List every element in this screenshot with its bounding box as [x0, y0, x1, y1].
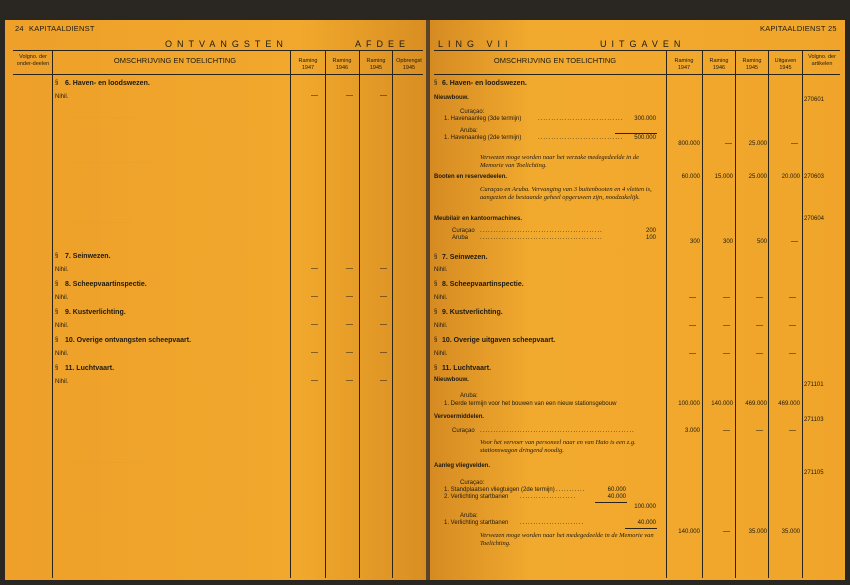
left-section-10: 10. Overige ontvangsten scheepvaart.	[65, 337, 192, 344]
section-sign: §	[55, 281, 59, 287]
dash: —	[756, 322, 763, 329]
left-page	[5, 20, 427, 580]
col-divider	[768, 50, 769, 578]
dash: —	[311, 293, 318, 300]
col-divider	[735, 50, 736, 578]
dash: —	[311, 349, 318, 356]
dash: —	[723, 350, 730, 357]
memorie-note: Verwezen moge worden naar het medegedeelde in de Memorie van Toelichting.	[480, 532, 654, 547]
item-label: Aruba	[452, 235, 469, 241]
article-number: 270604	[804, 216, 825, 222]
dash: —	[689, 322, 696, 329]
uitgaven-value: 35.000	[781, 529, 800, 535]
right-section-title: UITGAVEN	[600, 39, 686, 49]
dash: —	[789, 427, 796, 434]
dot-leader: ..............................................	[480, 235, 603, 241]
dash: —	[756, 427, 763, 434]
dash: —	[791, 140, 798, 147]
show-through-text: · · · · · · · · · · · · · · · · ·	[75, 115, 136, 121]
left-section-title-partial: AFDEE	[355, 39, 411, 49]
item-value: 60.000	[607, 487, 626, 493]
left-section-8: 8. Scheepvaartinspectie.	[65, 281, 147, 288]
section-sign: §	[55, 80, 59, 86]
item-label: Curaçao	[452, 228, 475, 234]
dash: —	[380, 293, 387, 300]
col-header-raming-1946: Raming 1946	[709, 58, 729, 71]
raming-1945-value: 35.000	[748, 529, 767, 535]
ledger-book	[5, 20, 845, 580]
raming-1945-value: 25.000	[748, 141, 767, 147]
header-top-rule	[13, 50, 423, 51]
dash: —	[380, 265, 387, 272]
left-section-title: ONTVANGSTEN	[165, 39, 288, 49]
section-sign: §	[55, 365, 59, 371]
header-bottom-rule	[434, 74, 840, 75]
uitgaven-value: 20.000	[781, 174, 800, 180]
section-sign: §	[434, 80, 438, 86]
section-sign: §	[434, 337, 438, 343]
sum-rule	[595, 502, 627, 503]
col-header-opbrengst-1945: Opbrengst 1945	[396, 58, 422, 71]
nihil-label: Nihil.	[434, 351, 448, 357]
col-divider	[802, 50, 803, 578]
col-header-raming-1947: Raming 1947	[298, 58, 318, 71]
left-section-6: 6. Haven- en loodswezen.	[65, 80, 150, 87]
dash: —	[346, 349, 353, 356]
dash: —	[346, 265, 353, 272]
col-header-raming-1946: Raming 1946	[332, 58, 352, 71]
section-sign: §	[55, 337, 59, 343]
item-label: Curaçao	[452, 428, 475, 434]
col-header-raming-1945: Raming 1945	[742, 58, 762, 71]
dash: —	[380, 377, 387, 384]
dash: —	[756, 350, 763, 357]
dash: —	[689, 294, 696, 301]
dash: —	[789, 294, 796, 301]
show-through-text: · · · · · · · · · · · · · · · · · · · · ·	[75, 160, 151, 166]
raming-1946-value: 15.000	[714, 174, 733, 180]
section-sign: §	[434, 365, 438, 371]
subtotal-value: 100.000	[634, 504, 656, 510]
right-section-6: 6. Haven- en loodswezen.	[442, 80, 527, 87]
item-value: 300.000	[634, 116, 656, 122]
raming-1946-value: 140.000	[711, 401, 733, 407]
item-value: 100	[645, 235, 656, 241]
nihil-label: Nihil.	[434, 267, 448, 273]
aanleg-heading: Aanleg vliegvelden.	[434, 463, 491, 469]
raming-1947-value: 3.000	[684, 428, 700, 434]
raming-1946-value: 300	[722, 239, 733, 245]
article-number: 270601	[804, 97, 825, 103]
sum-rule	[625, 528, 657, 529]
col-divider	[666, 50, 667, 578]
dash: —	[311, 321, 318, 328]
raming-1945-value: 25.000	[748, 174, 767, 180]
nieuwbouw-heading: Nieuwbouw.	[434, 95, 469, 101]
dot-leader: ...........	[556, 487, 586, 493]
section-sign: §	[434, 254, 438, 260]
section-sign: §	[55, 309, 59, 315]
item-value: 40.000	[637, 520, 656, 526]
dash: —	[346, 377, 353, 384]
dash: —	[725, 140, 732, 147]
region-label: Curaçao:	[460, 109, 485, 115]
section-sign: §	[434, 309, 438, 315]
raming-1947-value: 100.000	[678, 401, 700, 407]
right-running-head: KAPITAALDIENST	[760, 24, 826, 33]
dash: —	[723, 528, 730, 535]
vervoer-heading: Vervoermiddelen.	[434, 414, 485, 420]
sum-rule	[615, 133, 657, 134]
right-section-9: 9. Kustverlichting.	[442, 309, 503, 316]
left-section-7: 7. Seinwezen.	[65, 253, 111, 260]
raming-1945-value: 500	[756, 239, 767, 245]
dash: —	[311, 377, 318, 384]
right-section-8: 8. Scheepvaartinspectie.	[442, 281, 524, 288]
article-number: 271103	[804, 417, 824, 423]
dot-leader: ..............................................	[480, 228, 603, 234]
raming-1947-value: 300	[689, 239, 700, 245]
col-divider	[290, 50, 291, 578]
left-running-head: KAPITAALDIENST	[29, 24, 95, 33]
dash: —	[311, 92, 318, 99]
col-divider	[392, 50, 393, 578]
meubilair-heading: Meubilair en kantoormachines.	[434, 216, 523, 222]
left-section-11: 11. Luchtvaart.	[65, 365, 115, 372]
dash: —	[723, 427, 730, 434]
region-label: Aruba:	[460, 128, 478, 134]
col-header-desc: OMSCHRIJVING EN TOELICHTING	[113, 56, 237, 65]
dash: —	[723, 322, 730, 329]
section-sign: §	[434, 281, 438, 287]
left-section-9: 9. Kustverlichting.	[65, 309, 126, 316]
booten-heading: Booten en reservedeelen.	[434, 174, 508, 180]
right-page	[430, 20, 845, 580]
right-section-11: 11. Luchtvaart.	[442, 365, 492, 372]
region-label: Aruba:	[460, 513, 478, 519]
show-through-text: · · · · · · · · · · · · · · · ·	[75, 220, 132, 226]
raming-1947-value: 800.000	[678, 141, 700, 147]
item-label: 1. Havenaanleg (2de termijn)	[444, 135, 522, 141]
dash: —	[311, 265, 318, 272]
col-header-desc: OMSCHRIJVING EN TOELICHTING	[493, 56, 617, 65]
col-header-volgno-artikelen: Volgno. der artikelen	[808, 54, 836, 67]
col-divider	[52, 50, 53, 578]
right-section-10: 10. Overige uitgaven scheepvaart.	[442, 337, 556, 344]
right-page-number: 25	[828, 24, 837, 33]
col-header-raming-1947: Raming 1947	[674, 58, 694, 71]
raming-1947-value: 60.000	[681, 174, 700, 180]
item-label: 1. Standplaatsen vliegtuigen (2de termijn)	[444, 487, 555, 493]
nihil-label: Nihil.	[55, 351, 69, 357]
nieuwbouw-heading: Nieuwbouw.	[434, 377, 469, 383]
left-page-number: 24	[15, 24, 24, 33]
nihil-label: Nihil.	[55, 295, 69, 301]
header-top-rule	[434, 50, 840, 51]
dash: —	[756, 294, 763, 301]
col-header-volgno: Volgno. der onder-deelen	[16, 54, 50, 67]
item-value: 200	[645, 228, 656, 234]
dash: —	[346, 92, 353, 99]
article-number: 270603	[804, 174, 825, 180]
item-value: 40.000	[607, 494, 626, 500]
vervoer-note: Voor het vervoer van personeel naar en van Hato is een z.g. stationswagon dringend noodig.	[480, 439, 636, 454]
dash: —	[723, 294, 730, 301]
item-label: 2. Verlichting startbanen	[444, 494, 509, 500]
section-sign: §	[55, 253, 59, 259]
nihil-label: Nihil.	[434, 323, 448, 329]
dot-leader: ..........................................................	[480, 428, 635, 434]
article-number: 271101	[804, 382, 824, 388]
booten-note: Curaçao en Aruba. Vervanging van 3 buitenbooten en 4 vletten is, aangezien de bestaande geheel opgeruwen zijn, noodzakelijk.	[480, 186, 652, 201]
nihil-label: Nihil.	[55, 94, 69, 100]
col-divider	[702, 50, 703, 578]
uitgaven-value: 469.000	[778, 401, 800, 407]
dash: —	[789, 322, 796, 329]
dash: —	[689, 350, 696, 357]
nihil-label: Nihil.	[55, 267, 69, 273]
raming-1947-value: 140.000	[678, 529, 700, 535]
dot-leader: ........................	[520, 520, 585, 526]
dot-leader: .....................	[520, 494, 577, 500]
item-label: 1. Havenaanleg (3de termijn)	[444, 116, 522, 122]
region-label: Aruba:	[460, 393, 478, 399]
memorie-note: Verwezen moge worden naar het verzake medegedeelde in de Memorie van Toelichting.	[480, 154, 639, 169]
right-section-7: 7. Seinwezen.	[442, 254, 488, 261]
col-header-raming-1945: Raming 1945	[366, 58, 386, 71]
nihil-label: Nihil.	[55, 323, 69, 329]
header-bottom-rule	[13, 74, 423, 75]
item-label: 1. Derde termijn voor het bouwen van een nieuw stationsgebouw	[444, 401, 617, 407]
dash: —	[791, 238, 798, 245]
article-number: 271105	[804, 470, 824, 476]
col-divider	[325, 50, 326, 578]
dash: —	[380, 349, 387, 356]
nihil-label: Nihil.	[55, 379, 69, 385]
dash: —	[380, 92, 387, 99]
item-value: 500.000	[634, 135, 656, 141]
nihil-label: Nihil.	[434, 295, 448, 301]
col-header-uitgaven-1945: Uitgaven 1945	[774, 58, 797, 71]
region-label: Curaçao:	[460, 480, 485, 486]
dash: —	[380, 321, 387, 328]
raming-1945-value: 469.000	[745, 401, 767, 407]
dot-leader: ................................	[538, 116, 624, 122]
dash: —	[346, 293, 353, 300]
dot-leader: ................................	[538, 135, 624, 141]
dash: —	[346, 321, 353, 328]
col-divider	[359, 50, 360, 578]
dash: —	[789, 350, 796, 357]
item-label: 1. Verlichting startbanen	[444, 520, 509, 526]
right-section-title-partial: LING VII	[438, 39, 513, 49]
show-through-text: · · · · · · · · · · · · · · · · · · ·	[75, 460, 143, 466]
